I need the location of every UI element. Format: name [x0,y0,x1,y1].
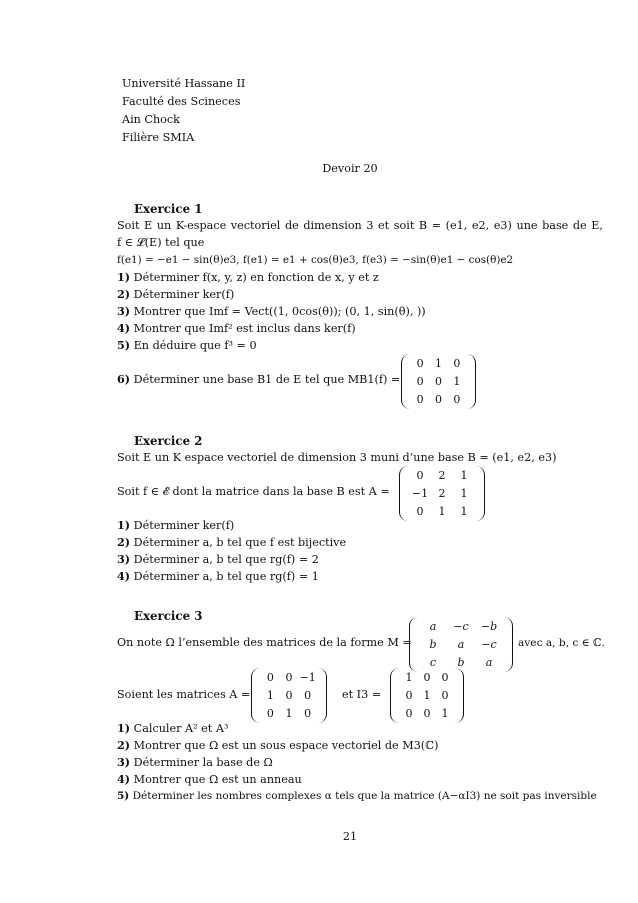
matrix-cell: c [429,656,437,669]
matrix-cell: 1 [453,375,461,388]
exercice-2-matrix-intro: Soit f ∈ 𝓔 dont la matrice dans la base B est A = [117,485,390,498]
matrix-cell: 1 [460,505,468,518]
matrix-cell: 0 [453,393,461,406]
exercice-3-intro-suffix: avec a, b, c ∈ ℂ. [518,637,605,649]
ex1-question-3 [117,304,426,319]
matrix-cell: −c [453,620,469,633]
ex2-matrix-grid [409,468,475,519]
ex1-q2-text: Déterminer ker(f) [133,288,235,301]
right-paren [504,617,513,672]
matrix-cell: 0 [441,689,449,702]
exercice-2-title: Exercice 2 [134,434,203,448]
matrix-cell: 1 [460,487,468,500]
ex3-matrix-A-grid [261,670,317,721]
ex3-q1-text: Calculer A² et A³ [133,722,229,735]
ex1-question-6 [117,372,400,387]
exercice-3-intro: On note Ω l’ensemble des matrices de la forme M = [117,636,412,649]
ex1-question-1 [117,270,379,285]
ex1-q4-text: Montrer que Imf² est inclus dans ker(f) [133,322,356,335]
matrix-cell: 1 [434,357,442,370]
ex1-q4-number: 4) [117,321,131,335]
right-paren [476,466,485,521]
ex3-q3-text: Déterminer la base de Ω [133,756,273,769]
matrix-cell: 1 [405,671,413,684]
ex1-question-5 [117,338,257,353]
ex2-question-3 [117,552,319,567]
ex2-q2-number: 2) [117,535,131,549]
left-paren [409,617,418,672]
matrix-cell: b [457,656,465,669]
faculty-name: Faculté des Scineces [122,95,241,108]
ex3-q5-number: 5) [117,790,130,802]
matrix-cell: 1 [441,707,449,720]
left-paren [390,668,399,723]
ex3-q5-text: Déterminer les nombres complexes α tels que la matrice (A−αI3) ne soit pas inversible [132,790,597,802]
ex1-q6-text: Déterminer une base B1 de E tel que MB1(f) = [133,373,401,386]
matrix-cell: 1 [285,707,293,720]
matrix-cell: 0 [423,671,431,684]
exercice-1-intro-line1: Soit E un K-espace vectoriel de dimension 3 et soit B = (e1, e2, e3) une base de E, [117,219,603,232]
ex3-matrix-I3 [390,668,464,723]
ex2-question-4 [117,569,319,584]
matrix-cell: 0 [416,469,424,482]
exercice-3-soient: Soient les matrices A = [117,688,251,701]
matrix-cell: a [429,620,437,633]
matrix-cell: −c [481,638,497,651]
ex1-q5-number: 5) [117,338,131,352]
ex1-q1-text: Déterminer f(x, y, z) en fonction de x, y et z [133,271,379,284]
exercice-3-title: Exercice 3 [134,609,203,623]
matrix-cell: 0 [423,707,431,720]
ex2-q3-text: Déterminer a, b tel que rg(f) = 2 [133,553,319,566]
matrix-cell: 0 [434,375,442,388]
ex2-q4-number: 4) [117,569,131,583]
ex2-q3-number: 3) [117,552,131,566]
matrix-cell: 0 [416,357,424,370]
ex2-q4-text: Déterminer a, b tel que rg(f) = 1 [133,570,319,583]
ex1-q3-number: 3) [117,304,131,318]
matrix-cell: 0 [405,707,413,720]
ex3-question-2 [117,738,438,753]
matrix-cell: 2 [438,469,446,482]
page-number: 21 [342,830,358,843]
matrix-cell: 0 [266,707,274,720]
exercice-1-intro-line2: f ∈ 𝓛(E) tel que [117,236,205,249]
ex3-matrix-M [409,617,513,672]
matrix-cell: 0 [416,393,424,406]
matrix-cell: 1 [423,689,431,702]
right-paren [455,668,464,723]
ex1-question-4 [117,321,356,336]
ex3-q1-number: 1) [117,721,131,735]
exercice-1-definition: f(e1) = −e1 − sin(θ)e3, f(e1) = e1 + cos(θ)e3, f(e3) = −sin(θ)e1 − cos(θ)e2 [117,254,514,266]
ex3-q4-text: Montrer que Ω est un anneau [133,773,302,786]
matrix-cell: 0 [416,505,424,518]
ex3-question-5 [117,789,597,803]
matrix-cell: 0 [304,689,312,702]
ex2-question-1 [117,518,234,533]
exercice-2-intro: Soit E un K espace vectoriel de dimension 3 muni d’une base B = (e1, e2, e3) [117,451,557,464]
matrix-cell: 0 [441,671,449,684]
ex2-q1-text: Déterminer ker(f) [133,519,235,532]
matrix-cell: 0 [266,671,274,684]
ex1-question-2 [117,287,234,302]
university-name: Université Hassane II [122,77,246,90]
ex2-question-2 [117,535,346,550]
matrix-cell: b [429,638,437,651]
ex1-q3-text: Montrer que Imf = Vect((1, 0cos(θ)); (0, 1, sin(θ), )) [133,305,426,318]
left-paren [251,668,260,723]
ex1-q1-number: 1) [117,270,131,284]
ex2-q1-number: 1) [117,518,131,532]
ex1-q5-text: En déduire que f³ = 0 [133,339,257,352]
matrix-cell: 0 [453,357,461,370]
ex3-question-4 [117,772,302,787]
matrix-cell: a [485,656,493,669]
ex1-q6-number: 6) [117,372,131,386]
matrix-cell: a [457,638,465,651]
exercice-1-title: Exercice 1 [134,202,203,216]
matrix-cell: 0 [405,689,413,702]
ex3-q2-text: Montrer que Ω est un sous espace vectoriel de M3(ℂ) [133,739,439,752]
ex3-matrix-M-grid [419,619,503,670]
ex3-question-3 [117,755,273,770]
matrix-cell: 0 [434,393,442,406]
ex3-matrix-A [251,668,327,723]
ex1-matrix-grid [411,356,466,407]
matrix-cell: −1 [411,487,429,500]
ex3-matrix-I3-grid [400,670,454,721]
ex2-q2-text: Déterminer a, b tel que f est bijective [133,536,347,549]
matrix-cell: 0 [285,671,293,684]
matrix-cell: 2 [438,487,446,500]
matrix-cell: 0 [285,689,293,702]
ex3-question-1 [117,721,228,736]
ex3-q4-number: 4) [117,772,131,786]
matrix-cell: 0 [416,375,424,388]
matrix-cell: 1 [266,689,274,702]
ex3-q3-number: 3) [117,755,131,769]
program-name: Filière SMIA [122,131,195,144]
matrix-cell: −b [480,620,498,633]
left-paren [401,354,410,409]
matrix-cell: −1 [299,671,316,684]
ex2-matrix-A [399,466,485,521]
left-paren [399,466,408,521]
right-paren [318,668,327,723]
exercice-3-and: et I3 = [342,688,382,701]
matrix-cell: 1 [438,505,446,518]
city-name: Ain Chock [122,113,180,126]
matrix-cell: 1 [460,469,468,482]
ex1-matrix [401,354,476,409]
ex1-q2-number: 2) [117,287,131,301]
ex3-q2-number: 2) [117,738,131,752]
matrix-cell: 0 [304,707,312,720]
right-paren [467,354,476,409]
devoir-title: Devoir 20 [322,162,378,175]
